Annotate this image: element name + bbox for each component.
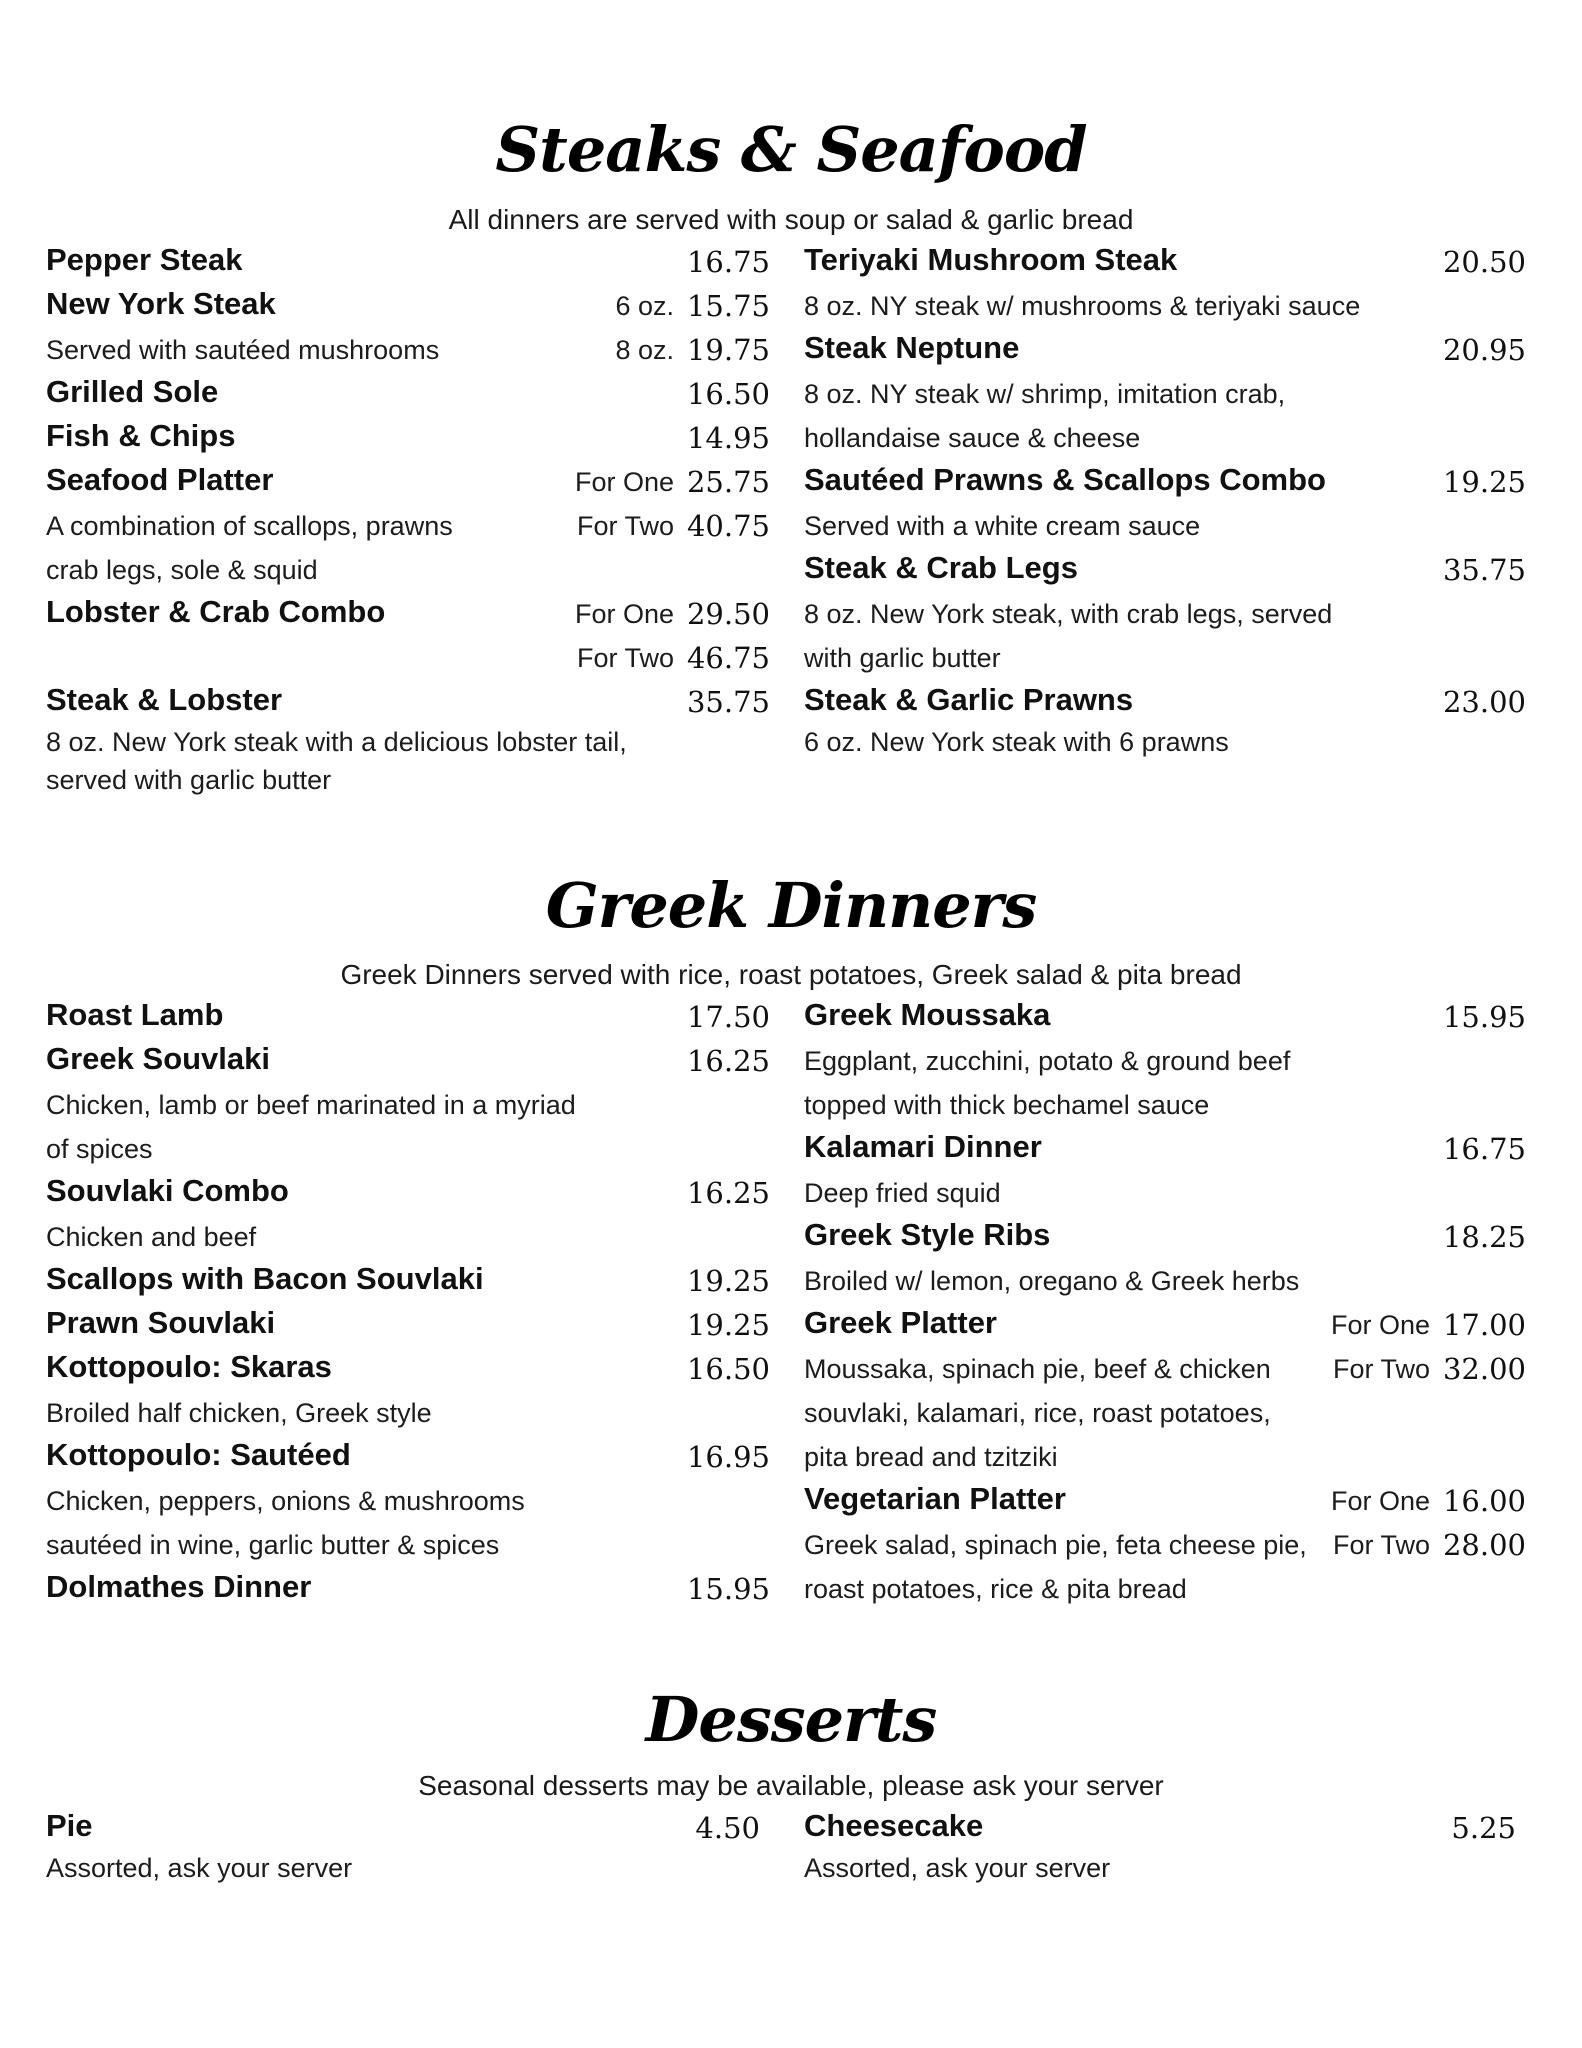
item-description: 8 oz. New York steak, with crab legs, served — [804, 599, 1333, 629]
menu-item-kalamari — [804, 1125, 1526, 1169]
item-price: 16.25 — [686, 1176, 770, 1210]
item-portion-label: For Two — [1332, 1530, 1430, 1560]
item-price: 16.75 — [686, 245, 770, 279]
item-description: sautéed in wine, garlic butter & spices — [46, 1530, 500, 1560]
menu-item-pie — [46, 1804, 760, 1848]
menu-item-moussaka-detail — [804, 1037, 1526, 1081]
menu-item-sauteed — [46, 1433, 770, 1477]
item-price: 19.25 — [686, 1264, 770, 1298]
menu-item-ribs — [804, 1213, 1526, 1257]
item-size-label: 6 oz. — [615, 291, 674, 321]
menu-item-dolmathes — [46, 1565, 770, 1609]
item-description: Greek salad, spinach pie, feta cheese pie, — [804, 1530, 1307, 1560]
section-subtitle: Seasonal desserts may be available, please ask your server — [418, 1770, 1164, 1801]
item-name: Roast Lamb — [46, 997, 224, 1032]
item-description: 8 oz. NY steak w/ shrimp, imitation crab, — [804, 379, 1286, 409]
menu-item-roast-lamb — [46, 993, 770, 1037]
item-price: 35.75 — [1442, 553, 1526, 587]
menu-item-scallops-bacon — [46, 1257, 770, 1301]
menu-item-cheesecake-detail — [804, 1844, 1516, 1888]
menu-item-cheesecake — [804, 1804, 1516, 1848]
menu-item-fish-chips — [46, 414, 770, 458]
menu-item-ribs-detail — [804, 1257, 1526, 1301]
menu-item-lobster-crab — [46, 590, 770, 634]
menu-item-sauteed-detail-2 — [46, 1521, 770, 1565]
item-name: Cheesecake — [804, 1808, 984, 1843]
menu-item-teriyaki — [804, 238, 1526, 282]
menu-item-lobster-crab-two — [46, 634, 770, 678]
item-name: Steak & Crab Legs — [804, 550, 1078, 585]
menu-item-kalamari-detail — [804, 1169, 1526, 1213]
item-name: Lobster & Crab Combo — [46, 594, 386, 629]
item-description: Assorted, ask your server — [46, 1853, 353, 1883]
item-price: 17.00 — [1442, 1308, 1526, 1342]
menu-item-steak-lobster — [46, 678, 770, 722]
menu-item-neptune-detail — [804, 370, 1526, 414]
item-price: 15.95 — [686, 1572, 770, 1606]
menu-item-skaras-detail — [46, 1389, 770, 1433]
item-description: Chicken, lamb or beef marinated in a myriad — [46, 1090, 576, 1120]
menu-item-souvlaki-combo-detail — [46, 1213, 770, 1257]
menu-item-pie-detail — [46, 1844, 760, 1888]
item-price: 16.50 — [686, 1352, 770, 1386]
menu-item-souvlaki-detail-2 — [46, 1125, 770, 1169]
menu-item-garlic-prawns — [804, 678, 1526, 722]
item-name: Sautéed Prawns & Scallops Combo — [804, 462, 1326, 497]
item-description: Assorted, ask your server — [804, 1853, 1111, 1883]
menu-item-neptune — [804, 326, 1526, 370]
menu-item-seafood-platter — [46, 458, 770, 502]
item-description: Moussaka, spinach pie, beef & chicken — [804, 1354, 1271, 1384]
item-portion-label: For Two — [576, 511, 674, 541]
item-description: Broiled half chicken, Greek style — [46, 1398, 432, 1428]
menu-item-prawns-scallops-detail — [804, 502, 1526, 546]
subtitle-steaks-seafood — [0, 202, 1582, 238]
item-name: Kalamari Dinner — [804, 1129, 1042, 1164]
item-name: New York Steak — [46, 286, 276, 321]
menu-item-seafood-platter-detail-2 — [46, 546, 770, 590]
item-price: 16.95 — [686, 1440, 770, 1474]
item-size-label: 8 oz. — [615, 335, 674, 365]
item-name: Pie — [46, 1808, 93, 1843]
subtitle-greek-dinners — [0, 957, 1582, 993]
menu-item-prawns-scallops — [804, 458, 1526, 502]
item-name: Vegetarian Platter — [804, 1481, 1066, 1516]
title-greek-dinners — [0, 866, 1582, 946]
item-name: Grilled Sole — [46, 374, 219, 409]
menu-item-teriyaki-detail — [804, 282, 1526, 326]
section-title: Greek Dinners — [545, 869, 1037, 942]
menu-item-grilled-sole — [46, 370, 770, 414]
section-title: Steaks & Seafood — [495, 113, 1087, 186]
item-price: 15.75 — [686, 289, 770, 323]
item-name: Souvlaki Combo — [46, 1173, 289, 1208]
item-price: 4.50 — [695, 1811, 760, 1845]
section-subtitle: Greek Dinners served with rice, roast potatoes, Greek salad & pita bread — [340, 959, 1242, 990]
item-portion-label: For Two — [576, 643, 674, 673]
item-description: Chicken and beef — [46, 1222, 257, 1252]
menu-item-moussaka-detail-2 — [804, 1081, 1526, 1125]
menu-item-greek-platter-detail-3 — [804, 1433, 1526, 1477]
section-subtitle: All dinners are served with soup or salad & garlic bread — [448, 204, 1134, 235]
menu-item-garlic-prawns-detail — [804, 718, 1526, 762]
item-description: souvlaki, kalamari, rice, roast potatoes, — [804, 1398, 1271, 1428]
item-description: Served with a white cream sauce — [804, 511, 1201, 541]
item-price: 46.75 — [686, 641, 770, 675]
menu-item-veg-platter-detail-2 — [804, 1565, 1526, 1609]
menu-item-pepper-steak — [46, 238, 770, 282]
item-price: 23.00 — [1442, 685, 1526, 719]
item-description: 8 oz. NY steak w/ mushrooms & teriyaki sauce — [804, 291, 1361, 321]
menu-item-greek-platter-detail — [804, 1345, 1526, 1389]
item-price: 28.00 — [1442, 1528, 1526, 1562]
item-price: 16.25 — [686, 1044, 770, 1078]
item-price: 19.25 — [686, 1308, 770, 1342]
item-name: Greek Style Ribs — [804, 1217, 1051, 1252]
menu-item-veg-platter-detail — [804, 1521, 1526, 1565]
item-price: 19.25 — [1442, 465, 1526, 499]
item-price: 5.25 — [1451, 1811, 1516, 1845]
item-description: A combination of scallops, prawns — [46, 511, 453, 541]
item-portion-label: For One — [574, 599, 674, 629]
item-name: Teriyaki Mushroom Steak — [804, 242, 1178, 277]
menu-item-steak-crab-detail-2 — [804, 634, 1526, 678]
item-description: topped with thick bechamel sauce — [804, 1090, 1210, 1120]
menu-item-seafood-platter-detail — [46, 502, 770, 546]
item-portion-label: For One — [1330, 1310, 1430, 1340]
item-description: pita bread and tzitziki — [804, 1442, 1058, 1472]
item-price: 40.75 — [686, 509, 770, 543]
item-price: 16.00 — [1442, 1484, 1526, 1518]
item-description: crab legs, sole & squid — [46, 555, 318, 585]
item-price: 25.75 — [686, 465, 770, 499]
item-name: Scallops with Bacon Souvlaki — [46, 1261, 484, 1296]
item-price: 17.50 — [686, 1000, 770, 1034]
item-price: 16.75 — [1442, 1132, 1526, 1166]
item-portion-label: For One — [1330, 1486, 1430, 1516]
menu-item-steak-crab-detail — [804, 590, 1526, 634]
item-name: Steak & Garlic Prawns — [804, 682, 1134, 717]
item-name: Fish & Chips — [46, 418, 236, 453]
menu-item-sauteed-detail — [46, 1477, 770, 1521]
menu-item-souvlaki — [46, 1037, 770, 1081]
item-description: Chicken, peppers, onions & mushrooms — [46, 1486, 525, 1516]
menu-item-new-york-steak — [46, 282, 770, 326]
item-name: Seafood Platter — [46, 462, 274, 497]
item-description: Deep fried squid — [804, 1178, 1001, 1208]
item-portion-label: For Two — [1332, 1354, 1430, 1384]
menu-item-souvlaki-combo — [46, 1169, 770, 1213]
item-description: Served with sautéed mushrooms — [46, 335, 440, 365]
subtitle-desserts — [0, 1768, 1582, 1804]
item-description: 6 oz. New York steak with 6 prawns — [804, 727, 1229, 757]
item-name: Greek Moussaka — [804, 997, 1051, 1032]
title-steaks-seafood — [0, 110, 1582, 190]
item-name: Prawn Souvlaki — [46, 1305, 276, 1340]
menu-item-steak-crab — [804, 546, 1526, 590]
item-price: 35.75 — [686, 685, 770, 719]
menu-item-souvlaki-detail — [46, 1081, 770, 1125]
title-desserts — [0, 1680, 1582, 1760]
item-description: 8 oz. New York steak with a delicious lobster tail, — [46, 727, 627, 757]
item-description: hollandaise sauce & cheese — [804, 423, 1141, 453]
item-description: of spices — [46, 1134, 153, 1164]
menu-item-skaras — [46, 1345, 770, 1389]
item-description: Broiled w/ lemon, oregano & Greek herbs — [804, 1266, 1300, 1296]
item-price: 20.95 — [1442, 333, 1526, 367]
item-description: served with garlic butter — [46, 765, 332, 795]
item-name: Greek Platter — [804, 1305, 997, 1340]
menu-item-moussaka — [804, 993, 1526, 1037]
item-name: Steak Neptune — [804, 330, 1020, 365]
item-description: Eggplant, zucchini, potato & ground beef — [804, 1046, 1291, 1076]
item-name: Pepper Steak — [46, 242, 243, 277]
item-description: roast potatoes, rice & pita bread — [804, 1574, 1187, 1604]
item-price: 15.95 — [1442, 1000, 1526, 1034]
menu-item-neptune-detail-2 — [804, 414, 1526, 458]
menu-item-new-york-steak-detail — [46, 326, 770, 370]
menu-item-prawn-souvlaki — [46, 1301, 770, 1345]
item-portion-label: For One — [574, 467, 674, 497]
item-price: 18.25 — [1442, 1220, 1526, 1254]
item-price: 16.50 — [686, 377, 770, 411]
menu-item-veg-platter — [804, 1477, 1526, 1521]
item-name: Steak & Lobster — [46, 682, 283, 717]
menu-item-steak-lobster-detail-2 — [46, 756, 770, 800]
item-name: Dolmathes Dinner — [46, 1569, 312, 1604]
item-price: 19.75 — [686, 333, 770, 367]
menu-item-greek-platter-detail-2 — [804, 1389, 1526, 1433]
item-description: with garlic butter — [804, 643, 1001, 673]
item-name: Kottopoulo: Skaras — [46, 1349, 332, 1384]
item-price: 20.50 — [1442, 245, 1526, 279]
item-name: Kottopoulo: Sautéed — [46, 1437, 351, 1472]
item-name: Greek Souvlaki — [46, 1041, 271, 1076]
section-title: Desserts — [645, 1683, 937, 1756]
item-price: 29.50 — [686, 597, 770, 631]
menu-item-greek-platter — [804, 1301, 1526, 1345]
item-price: 32.00 — [1442, 1352, 1526, 1386]
item-price: 14.95 — [686, 421, 770, 455]
